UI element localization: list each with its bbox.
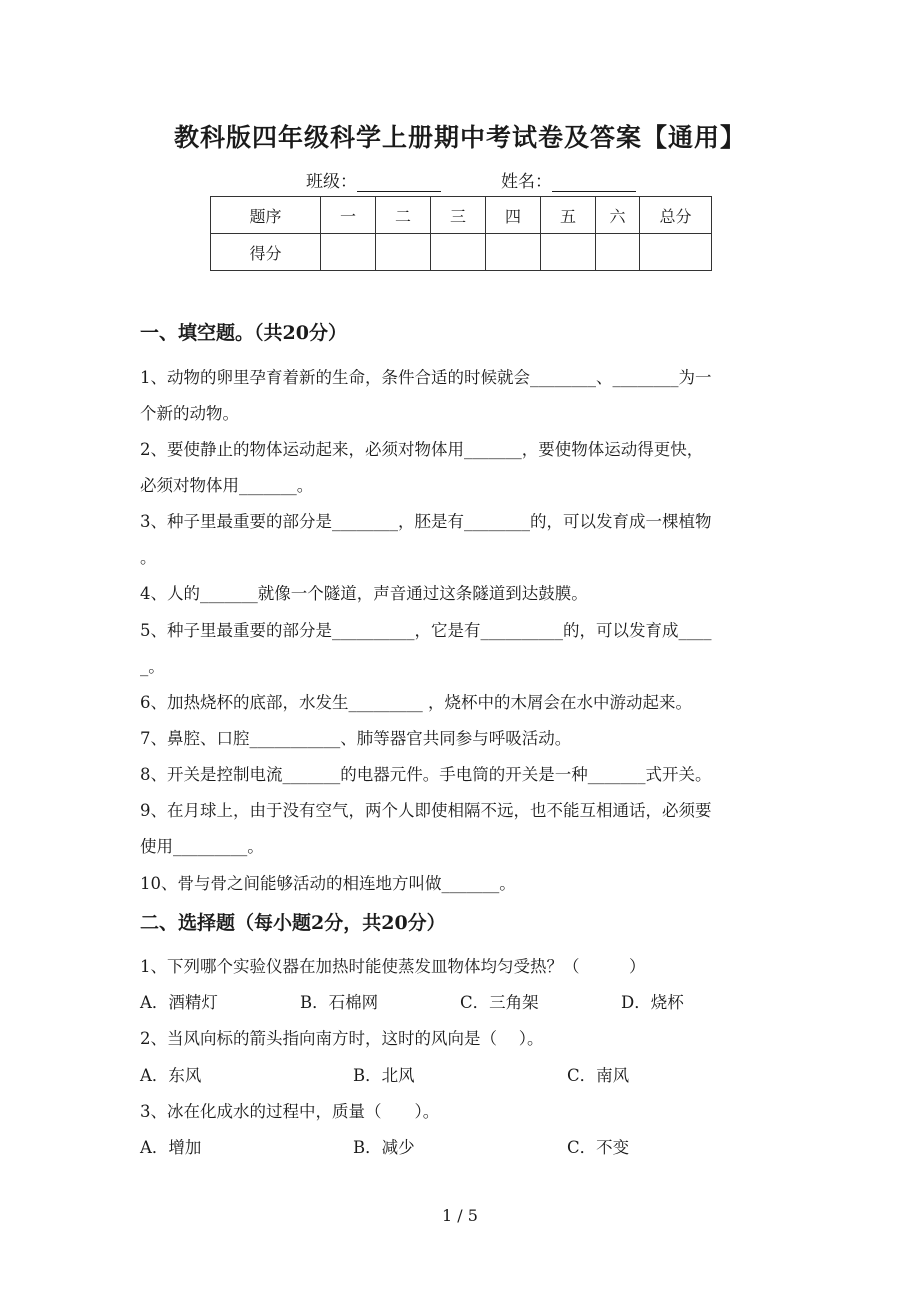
header-cell: 五	[541, 197, 596, 234]
option[interactable]: C．不变	[567, 1138, 630, 1157]
header-cell: 三	[431, 197, 486, 234]
header-cell: 六	[596, 197, 640, 234]
page-title: 教科版四年级科学上册期中考试卷及答案【通用】	[173, 123, 746, 152]
class-label: 班级：	[306, 172, 357, 192]
question-line: 2、要使静止的物体运动起来，必须对物体用_______，要使物体运动得更快，	[140, 440, 704, 459]
question-stem: 2、当风向标的箭头指向南方时，这时的风向是（ ）。	[140, 1029, 544, 1048]
question-line: 6、加热烧杯的底部，水发生_________ ，烧杯中的木屑会在水中游动起来。	[140, 693, 692, 712]
class-blank	[357, 173, 441, 192]
question-line: 5、种子里最重要的部分是__________，它是有__________的，可以发育成____	[140, 621, 712, 640]
question-line: 9、在月球上，由于没有空气，两个人即使相隔不远，也不能互相通话，必须要	[140, 801, 712, 820]
score-cell[interactable]	[376, 234, 431, 271]
option[interactable]: B．石棉网	[300, 993, 379, 1012]
section1-heading: 一、填空题。（共20分）	[140, 322, 347, 344]
score-cell[interactable]	[596, 234, 640, 271]
option[interactable]: B．减少	[353, 1138, 415, 1157]
name-field	[501, 167, 636, 192]
class-field	[306, 167, 441, 192]
score-cell[interactable]	[431, 234, 486, 271]
score-cell[interactable]	[486, 234, 541, 271]
question-line: 。	[140, 548, 157, 567]
header-cell: 四	[486, 197, 541, 234]
page-number: 1 / 5	[442, 1206, 478, 1225]
question-line: 3、种子里最重要的部分是________，胚是有________的，可以发育成一棵植物	[140, 512, 712, 531]
question-line: 个新的动物。	[140, 404, 239, 423]
question-line: 10、骨与骨之间能够活动的相连地方叫做_______。	[140, 874, 516, 893]
option[interactable]: B．北风	[353, 1066, 415, 1085]
score-cell[interactable]	[321, 234, 376, 271]
header-cell: 一	[321, 197, 376, 234]
header-cell: 二	[376, 197, 431, 234]
option[interactable]: A．酒精灯	[140, 993, 218, 1012]
name-label: 姓名：	[501, 172, 552, 192]
score-table-header-row	[211, 197, 712, 234]
option[interactable]: C．三角架	[460, 993, 539, 1012]
score-cell[interactable]	[541, 234, 596, 271]
score-cell[interactable]	[640, 234, 712, 271]
header-cell: 总分	[640, 197, 712, 234]
option[interactable]: C．南风	[567, 1066, 630, 1085]
question-line: 7、鼻腔、口腔___________、肺等器官共同参与呼吸活动。	[140, 729, 572, 748]
question-line: 使用_________。	[140, 837, 264, 856]
score-table-row	[211, 234, 712, 271]
question-stem: 3、冰在化成水的过程中，质量（ ）。	[140, 1102, 440, 1121]
option[interactable]: D．烧杯	[621, 993, 684, 1012]
question-line: 必须对物体用_______。	[140, 476, 314, 495]
question-stem: 1、下列哪个实验仪器在加热时能使蒸发皿物体均匀受热？（ ）	[140, 957, 646, 976]
row-label-cell: 得分	[211, 234, 321, 271]
option[interactable]: A．增加	[140, 1138, 202, 1157]
section2-heading: 二、选择题（每小题2分，共20分）	[140, 912, 446, 934]
score-table	[210, 196, 712, 271]
question-line: 8、开关是控制电流_______的电器元件。手电筒的开关是一种_______式开关。	[140, 765, 712, 784]
question-line: 4、人的_______就像一个隧道，声音通过这条隧道到达鼓膜。	[140, 584, 588, 603]
header-cell: 题序	[211, 197, 321, 234]
question-line: _。	[140, 657, 165, 676]
question-line: 1、动物的卵里孕育着新的生命，条件合适的时候就会________、________为一	[140, 368, 712, 387]
option[interactable]: A．东风	[140, 1066, 202, 1085]
name-blank	[552, 173, 636, 192]
